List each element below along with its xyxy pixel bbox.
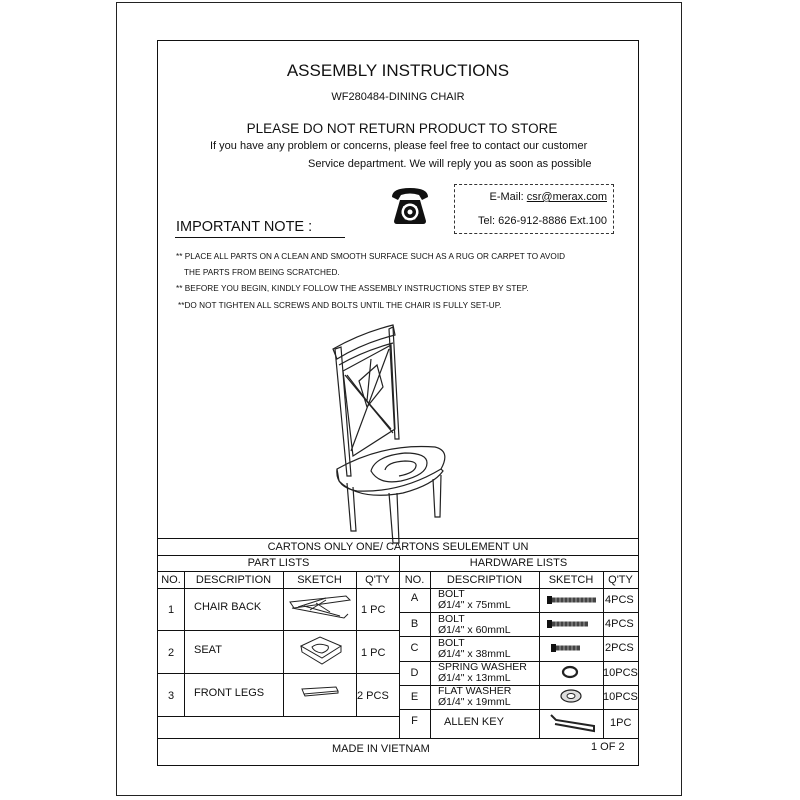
hardware-size: Ø1/4" x 19mmL <box>438 696 511 708</box>
heading-underline <box>175 237 345 238</box>
email-link[interactable]: csr@merax.com <box>526 191 607 203</box>
hardware-description: BOLT <box>438 588 465 600</box>
table-rule <box>158 588 638 589</box>
contact-box <box>454 184 614 234</box>
table-rule <box>158 538 638 539</box>
part-lists-title: PART LISTS <box>247 557 310 569</box>
hardware-no: A <box>410 592 419 604</box>
table-rule <box>158 630 399 631</box>
telephone-number: Tel: 626-912-8886 Ext.100 <box>477 215 607 227</box>
table-rule <box>158 738 638 739</box>
part-qty: 2 PCS <box>357 690 389 702</box>
hardware-size: Ø1/4" x 38mmL <box>438 648 511 660</box>
part-description: FRONT LEGS <box>194 687 265 699</box>
table-rule <box>158 673 399 674</box>
part-no: 2 <box>167 647 175 659</box>
hardware-qty: 2PCS <box>605 642 634 654</box>
note-2: ** BEFORE YOU BEGIN, KINDLY FOLLOW THE ASSEMBLY INSTRUCTIONS STEP BY STEP. <box>176 284 529 293</box>
hardware-size: Ø1/4" x 75mmL <box>438 599 511 611</box>
part-no: 1 <box>167 604 175 616</box>
table-divider <box>603 571 604 738</box>
table-rule <box>158 555 638 556</box>
cartons-banner: CARTONS ONLY ONE/ CARTONS SEULEMENT UN <box>267 541 529 553</box>
email-line <box>489 191 607 203</box>
chair-back-sketch-icon <box>286 592 354 622</box>
part-no: 3 <box>167 690 175 702</box>
hardware-size: Ø1/4" x 60mmL <box>438 624 511 636</box>
page-number: 1 OF 2 <box>591 741 625 753</box>
table-rule <box>158 571 638 572</box>
parts-header-description: DESCRIPTION <box>195 574 272 586</box>
telephone-icon <box>388 183 432 227</box>
hardware-qty: 4PCS <box>605 594 634 606</box>
hardware-qty: 1PC <box>610 717 632 729</box>
email-label: E-Mail: <box>489 191 527 203</box>
hardware-qty: 10PCS <box>603 667 638 679</box>
hardware-description: FLAT WASHER <box>438 685 512 697</box>
hardware-description: BOLT <box>438 637 465 649</box>
table-divider <box>539 571 540 738</box>
hardware-description: SPRING WASHER <box>438 661 527 673</box>
made-in-label: MADE IN VIETNAM <box>332 743 430 755</box>
model-number: WF280484-DINING CHAIR <box>331 91 465 103</box>
hardware-size: Ø1/4" x 13mmL <box>438 672 511 684</box>
seat-sketch-icon <box>298 634 344 668</box>
table-rule <box>158 716 399 717</box>
hardware-no: B <box>410 618 419 630</box>
parts-table <box>158 538 638 766</box>
table-divider <box>430 571 431 738</box>
dining-chair-illustration <box>323 321 463 546</box>
parts-header-no: NO. <box>161 574 181 586</box>
return-notice: PLEASE DO NOT RETURN PRODUCT TO STORE <box>246 121 558 136</box>
allen-key-icon <box>548 712 598 734</box>
front-leg-sketch-icon <box>300 684 340 698</box>
hardware-no: C <box>410 642 419 654</box>
part-description: CHAIR BACK <box>194 601 262 613</box>
hardware-header-sketch: SKETCH <box>548 574 594 586</box>
contact-intro-line2: Service department. We will reply you as soon as possible <box>308 158 592 170</box>
instruction-sheet <box>157 40 639 766</box>
hardware-no: D <box>410 667 419 679</box>
parts-header-qty: Q'TY <box>365 574 390 586</box>
part-qty: 1 PC <box>361 647 386 659</box>
hardware-no: F <box>411 715 418 727</box>
hardware-header-description: DESCRIPTION <box>446 574 523 586</box>
hardware-description: ALLEN KEY <box>444 716 504 728</box>
long-bolt-icon <box>546 594 598 606</box>
contact-intro-line1: If you have any problem or concerns, please feel free to contact our customer <box>210 140 588 152</box>
part-qty: 1 PC <box>361 604 386 616</box>
spring-washer-icon <box>561 665 579 679</box>
document-title: ASSEMBLY INSTRUCTIONS <box>286 61 510 80</box>
hardware-qty: 10PCS <box>603 691 638 703</box>
part-description: SEAT <box>194 644 222 656</box>
hardware-header-qty: Q'TY <box>608 574 633 586</box>
hardware-header-no: NO. <box>404 574 425 586</box>
table-divider <box>184 571 185 716</box>
note-1: ** PLACE ALL PARTS ON A CLEAN AND SMOOTH SURFACE SUCH AS A RUG OR CARPET TO AVOID <box>176 252 566 261</box>
flat-washer-icon <box>559 688 583 704</box>
hardware-no: E <box>410 691 419 703</box>
hardware-qty: 4PCS <box>605 618 634 630</box>
short-bolt-icon <box>550 642 582 654</box>
important-note-heading: IMPORTANT NOTE : <box>176 219 313 235</box>
note-3: **DO NOT TIGHTEN ALL SCREWS AND BOLTS UNTIL THE CHAIR IS FULLY SET-UP. <box>178 301 502 310</box>
medium-bolt-icon <box>546 618 590 630</box>
table-divider <box>283 571 284 716</box>
hardware-lists-title: HARDWARE LISTS <box>469 557 568 569</box>
parts-header-sketch: SKETCH <box>297 574 342 586</box>
note-1-continued: THE PARTS FROM BEING SCRATCHED. <box>184 268 340 277</box>
hardware-description: BOLT <box>438 613 465 625</box>
